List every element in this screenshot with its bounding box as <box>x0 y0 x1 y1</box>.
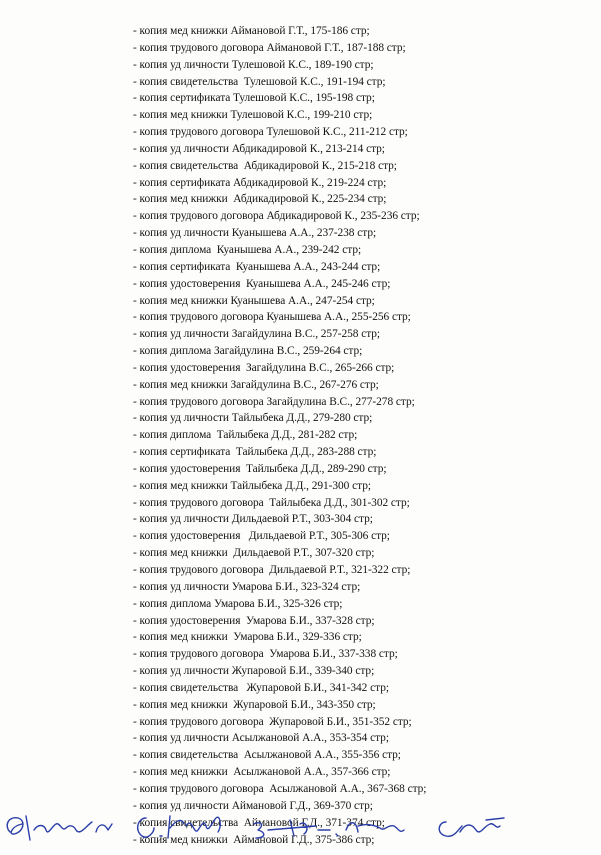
document-list-item: - копия мед книжки Абдикадировой К., 225-234 стр; <box>133 193 387 206</box>
document-list-item: - копия уд личности Аймановой Г.Д., 369-370 стр; <box>133 799 373 812</box>
document-list-item: - копия удостоверения Загайдулина В.С., 265-266 стр; <box>133 361 395 374</box>
signature-3 <box>254 820 404 838</box>
document-list-item: - копия трудового договора Куанышева А.А., 255-256 стр; <box>133 311 411 324</box>
document-list-item: - копия свидетельства Тулешовой К.С., 191-194 стр; <box>133 75 386 88</box>
document-list-item: - копия мед книжки Тайлыбека Д.Д., 291-300 стр; <box>133 479 371 492</box>
document-list-item: - копия мед книжки Тулешовой К.С., 199-210 стр; <box>133 109 373 122</box>
signatures-drawing <box>0 796 601 850</box>
signature-2 <box>138 816 221 838</box>
document-list-item: - копия удостоверения Тайлыбека Д.Д., 289-290 стр; <box>133 462 387 475</box>
document-list-item: - копия свидетельства Абдикадировой К., 215-218 стр; <box>133 159 397 172</box>
document-list-item: - копия диплома Умарова Б.И., 325-326 стр; <box>133 597 343 610</box>
document-list-item: - копия мед книжки Дильдаевой Р.Т., 307-320 стр; <box>133 547 375 560</box>
document-list-item: - копия удостоверения Куанышева А.А., 245-246 стр; <box>133 277 391 290</box>
document-list-item: - копия уд личности Тулешовой К.С., 189-190 стр; <box>133 58 374 71</box>
document-list <box>133 23 593 848</box>
document-list-item: - копия мед книжки Загайдулина В.С., 267-276 стр; <box>133 378 379 391</box>
document-list-item: - копия мед книжки Жупаровой Б.И., 343-350 стр; <box>133 698 376 711</box>
document-list-item: - копия трудового договора Дильдаевой Р.Т., 321-322 стр; <box>133 564 411 576</box>
document-list-item: - копия трудового договора Умарова Б.И., 337-338 стр; <box>133 648 398 661</box>
document-list-item: - копия мед книжки Асылжановой А.А., 357-366 стр; <box>133 766 391 779</box>
document-list-item: - копия мед книжки Умарова Б.И., 329-336 стр; <box>133 631 362 644</box>
document-list-item: - копия уд личности Куанышева А.А., 237-238 стр; <box>133 227 377 240</box>
document-list-item: - копия уд личности Дильдаевой Р.Т., 303-304 стр; <box>133 513 373 526</box>
document-list-item: - копия трудового договора Тайлыбека Д.Д., 301-302 стр; <box>133 496 410 509</box>
document-list-item: - копия уд личности Асылжановой А.А., 353-354 стр; <box>133 732 389 745</box>
document-list-item: - копия трудового договора Тулешовой К.С., 211-212 стр; <box>133 126 408 139</box>
signature-4 <box>439 818 504 836</box>
document-list-item: - копия свидетельства Асылжановой А.А., 355-356 стр; <box>133 749 401 762</box>
document-list-item: - копия диплома Куанышева А.А., 239-242 стр; <box>133 243 362 256</box>
document-list-item: - копия уд личности Жупаровой Б.И., 339-340 стр; <box>133 665 375 678</box>
document-list-item: - копия трудового договора Абдикадировой К., 235-236 стр; <box>133 210 420 223</box>
document-list-item: - копия уд личности Тайлыбека Д.Д., 279-280 стр; <box>133 412 373 425</box>
document-list-item: - копия удостоверения Дильдаевой Р.Т., 305-306 стр; <box>133 530 390 543</box>
document-list-item: - копия мед книжки Аймановой Г.Д., 375-386 стр; <box>133 833 375 846</box>
document-list-item: - копия уд личности Абдикадировой К., 213-214 стр; <box>133 142 385 155</box>
document-list-item: - копия сертификата Тулешовой К.С., 195-198 стр; <box>133 92 375 105</box>
document-list-item: - копия удостоверения Умарова Б.И., 337-328 стр; <box>133 614 375 627</box>
document-list-item: - копия свидетельства Жупаровой Б.И., 341-342 стр; <box>133 681 389 694</box>
document-list-item: - копия диплома Загайдулина В.С., 259-264 стр; <box>133 345 363 358</box>
document-list-item: - копия диплома Тайлыбека Д.Д., 281-282 стр; <box>133 429 358 442</box>
document-list-item: - копия сертификата Тайлыбека Д.Д., 283-288 стр; <box>133 446 377 459</box>
document-list-item: - копия сертификата Куанышева А.А., 243-244 стр; <box>133 260 381 273</box>
document-list-item: - копия трудового договора Асылжановой А.А., 367-368 стр; <box>133 782 427 795</box>
document-list-item: - копия свидетельства Аймановой Г.Д., 371-374 стр; <box>133 816 385 829</box>
document-list-item: - копия мед книжки Аймановой Г.Т., 175-186 стр; <box>133 25 370 37</box>
document-list-item: - копия уд личности Загайдулина В.С., 257-258 стр; <box>133 328 381 341</box>
document-list-item: - копия трудового договора Жупаровой Б.И., 351-352 стр; <box>133 715 412 728</box>
signature-1 <box>7 816 112 840</box>
handwritten-signatures <box>0 796 601 850</box>
document-list-item: - копия трудового договора Аймановой Г.Т., 187-188 стр; <box>133 41 406 54</box>
document-list-item: - копия сертификата Абдикадировой К., 219-224 стр; <box>133 176 387 189</box>
document-list-item: - копия трудового договора Загайдулина В.С., 277-278 стр; <box>133 395 415 408</box>
document-list-item: - копия мед книжки Куанышева А.А., 247-254 стр; <box>133 294 375 307</box>
document-list-item: - копия уд личности Умарова Б.И., 323-324 стр; <box>133 580 361 593</box>
